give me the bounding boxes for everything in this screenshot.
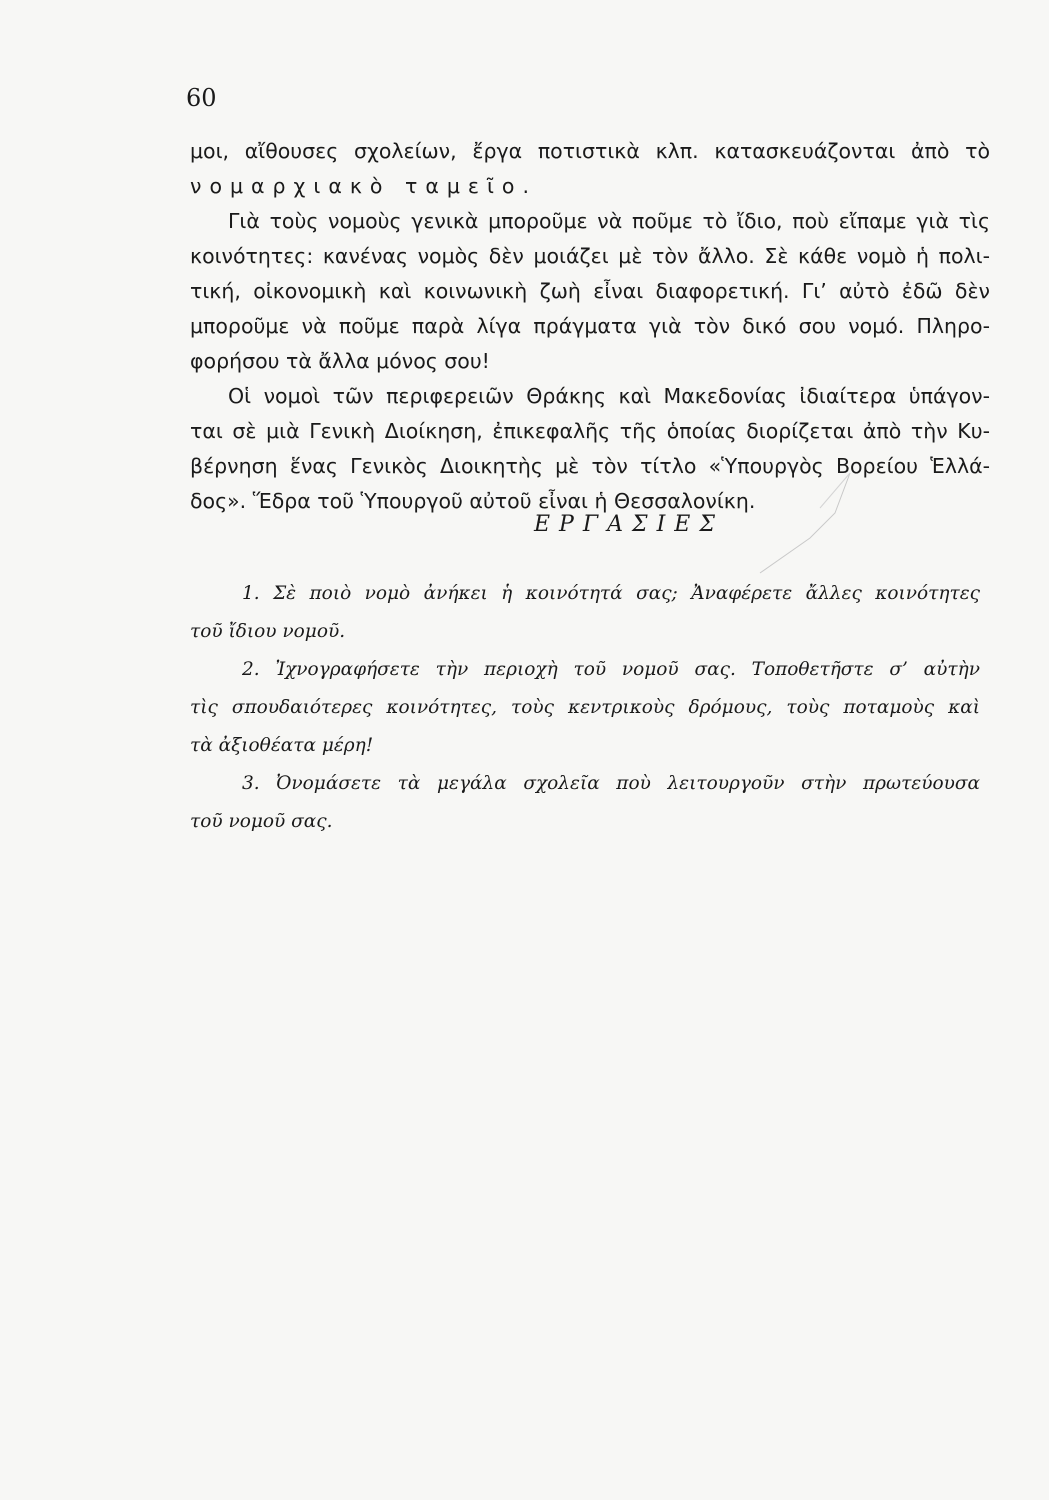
exercise-line: 2. Ἰχνογραφήσετε τὴν περιοχὴ τοῦ νομοῦ σας. Τοποθετῆστε σ’ αὐτὴν [242, 659, 980, 680]
body-line: νομαρχιακὸ ταμεῖο. [190, 174, 537, 198]
exercises-list [190, 575, 980, 841]
body-line: ται σὲ μιὰ Γενικὴ Διοίκηση, ἐπικεφαλῆς τῆς ὁποίας διορίζεται ἀπὸ τὴν Κυ- [190, 419, 990, 443]
page-number: 60 [186, 84, 217, 112]
exercise-line: 1. Σὲ ποιὸ νομὸ ἀνήκει ἡ κοινότητά σας; Ἀναφέρετε ἄλλες κοινότητες [242, 583, 980, 604]
body-text [190, 134, 990, 519]
body-line: δος». Ἕδρα τοῦ Ὑπουργοῦ αὐτοῦ εἶναι ἡ Θεσσαλονίκη. [190, 489, 756, 513]
exercise-line: 3. Ὀνομάσετε τὰ μεγάλα σχολεῖα ποὺ λειτουργοῦν στὴν πρωτεύουσα [242, 773, 980, 794]
pencil-mark-decoration [750, 468, 870, 578]
body-line: μοι, αἴθουσες σχολείων, ἔργα ποτιστικὰ κλπ. κατασκευάζονται ἀπὸ τὸ [190, 139, 990, 163]
body-line: Γιὰ τοὺς νομοὺς γενικὰ μποροῦμε νὰ ποῦμε τὸ ἴδιο, ποὺ εἴπαμε γιὰ τὶς [228, 209, 990, 233]
body-line: κοινότητες: κανένας νομὸς δὲν μοιάζει μὲ τὸν ἄλλο. Σὲ κάθε νομὸ ἡ πολι- [190, 244, 990, 268]
exercise-line: τοῦ ἴδιου νομοῦ. [190, 621, 346, 642]
body-line: Οἱ νομοὶ τῶν περιφερειῶν Θράκης καὶ Μακεδονίας ἰδιαίτερα ὑπάγον- [228, 384, 990, 408]
body-line: φορήσου τὰ ἄλλα μόνος σου! [190, 349, 490, 373]
exercise-line: τὶς σπουδαιότερες κοινότητες, τοὺς κεντρικοὺς δρόμους, τοὺς ποταμοὺς καὶ [190, 697, 980, 718]
exercise-line: τοῦ νομοῦ σας. [190, 811, 333, 832]
body-line: μποροῦμε νὰ ποῦμε παρὰ λίγα πράγματα γιὰ τὸν δικό σου νομό. Πληρο- [190, 314, 990, 338]
exercises-title: ΕΡΓΑΣΙΕΣ [534, 512, 724, 537]
body-line: τική, οἰκονομικὴ καὶ κοινωνικὴ ζωὴ εἶναι διαφορετική. Γι’ αὐτὸ ἐδῶ δὲν [190, 279, 990, 303]
exercise-line: τὰ ἀξιοθέατα μέρη! [190, 735, 374, 756]
body-line: βέρνηση ἕνας Γενικὸς Διοικητὴς μὲ τὸν τίτλο «Ὑπουργὸς Βορείου Ἑλλά- [190, 454, 990, 478]
